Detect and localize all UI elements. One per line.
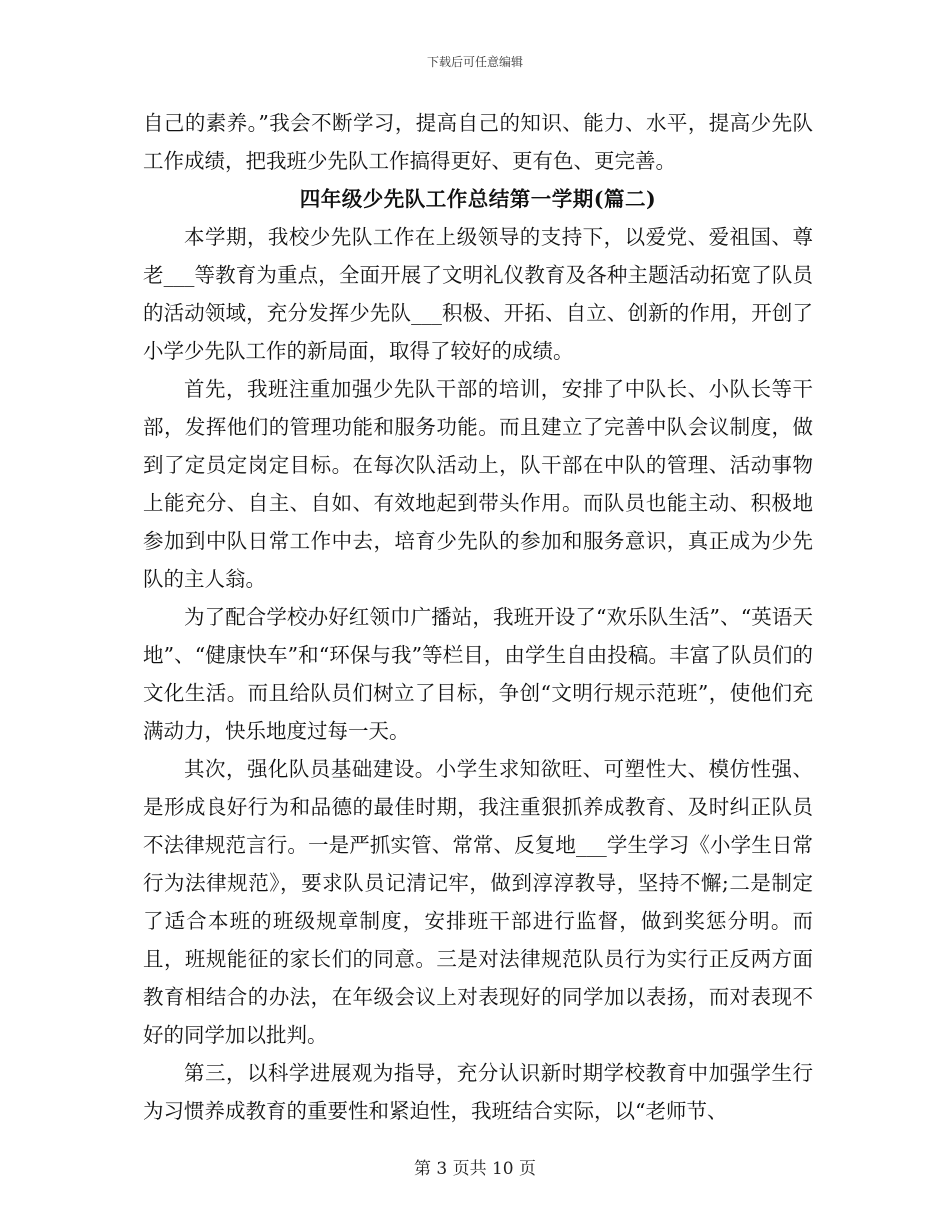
document-body <box>143 104 813 1130</box>
paragraph-3: 为了配合学校办好红领巾广播站，我班开设了“欢乐队生活”、“英语天地”、“健康快车”和“环保与我”等栏目，由学生自由投稿。丰富了队员们的文化生活。而且给队员们树立了目标，争创“文明行规示范班”，使他们充满动力，快乐地度过每一天。 <box>143 605 813 743</box>
paragraph-5: 第三，以科学进展观为指导，充分认识新时期学校教育中加强学生行为习惯养成教育的重要性和紧迫性，我班结合实际，以“老师节、 <box>143 1061 813 1123</box>
paragraph-2: 首先，我班注重加强少先队干部的培训，安排了中队长、小队长等干部，发挥他们的管理功能和服务功能。而且建立了完善中队会议制度，做到了定员定岗定目标。在每次队活动上，队干部在中队的管理、活动事物上能充分、自主、自如、有效地起到带头作用。而队员也能主动、积极地参加到中队日常工作中去，培育少先队的参加和服务意识，真正成为少先队的主人翁。 <box>143 377 813 591</box>
section-title: 四年级少先队工作总结第一学期(篇二) <box>299 187 657 211</box>
page-number: 第 3 页共 10 页 <box>413 1159 537 1179</box>
intro-paragraph: 自己的素养。”我会不断学习，提高自己的知识、能力、水平，提高少先队工作成绩，把我班少先队工作搞得更好、更有色、更完善。 <box>143 111 813 173</box>
paragraph-1: 本学期，我校少先队工作在上级领导的支持下，以爱党、爱祖国、尊老___等教育为重点，全面开展了文明礼仪教育及各种主题活动拓宽了队员的活动领域，充分发挥少先队___积极、开拓、自立、创新的作用，开创了小学少先队工作的新局面，取得了较好的成绩。 <box>143 225 813 363</box>
page-header: 下载后可任意编辑 <box>426 55 523 69</box>
paragraph-4: 其次，强化队员基础建设。小学生求知欲旺、可塑性大、模仿性强、是形成良好行为和品德的最佳时期，我注重狠抓养成教育、及时纠正队员不法律规范言行。一是严抓实管、常常、反复地___学生学习《小学生日常行为法律规范》，要求队员记清记牢，做到淳淳教导，坚持不懈;二是制定了适合本班的班级规章制度，安排班干部进行监督，做到奖惩分明。而且，班规能征的家长们的同意。三是对法律规范队员行为实行正反两方面教育相结合的办法，在年级会议上对表现好的同学加以表扬，而对表现不好的同学加以批判。 <box>143 757 813 1047</box>
